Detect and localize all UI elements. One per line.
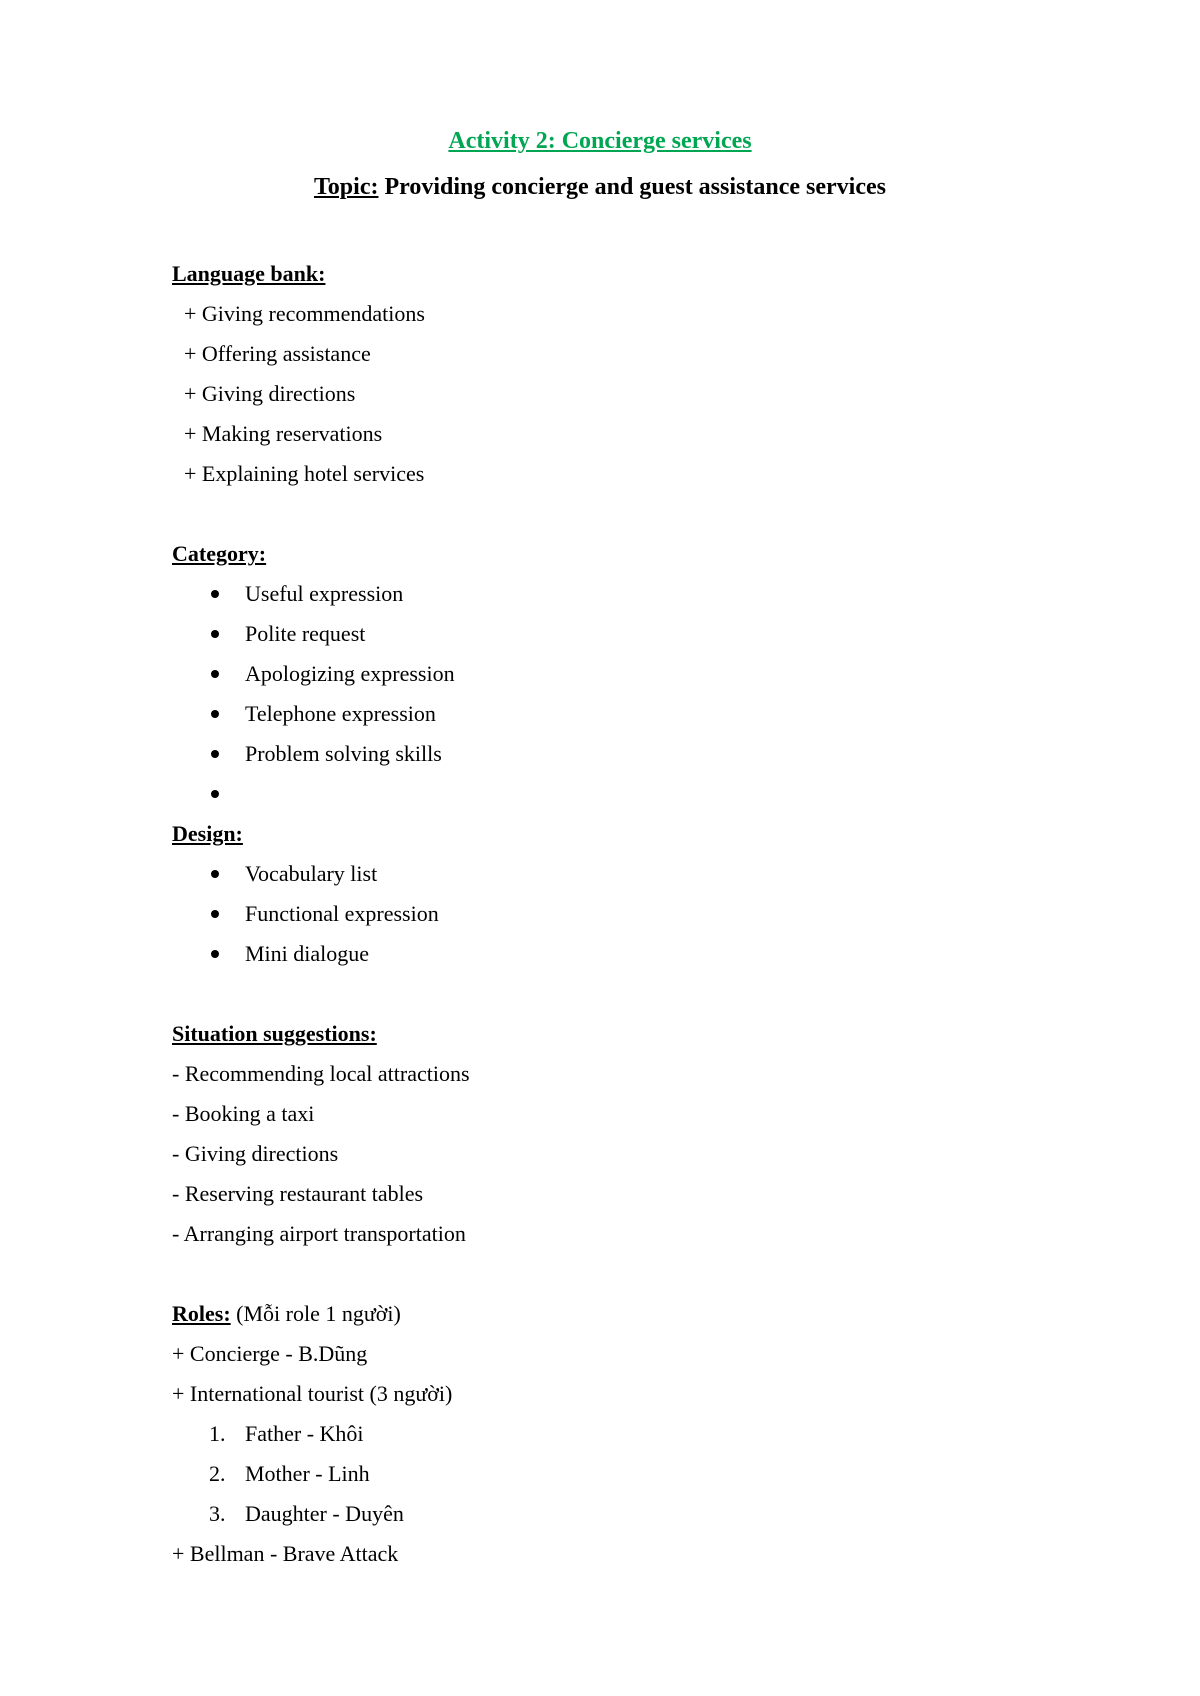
role-concierge: + Concierge - B.Dũng — [172, 1341, 368, 1366]
bullet-icon — [211, 710, 219, 718]
design-item-label: Vocabulary list — [245, 861, 378, 886]
situation-item: - Giving directions — [172, 1141, 339, 1166]
role-bellman: + Bellman - Brave Attack — [172, 1541, 399, 1566]
document-body — [172, 254, 1072, 1574]
category-item-label: Apologizing expression — [245, 661, 455, 686]
category-heading: Category: — [172, 541, 267, 566]
topic-text: Providing concierge and guest assistance services — [378, 174, 886, 200]
bullet-icon — [211, 950, 219, 958]
category-item-label: Useful expression — [245, 581, 404, 606]
category-item-label: Polite request — [245, 621, 366, 646]
category-item — [172, 654, 1072, 694]
situation-item: - Reserving restaurant tables — [172, 1181, 424, 1206]
list-number: 2. — [209, 1461, 226, 1486]
bullet-icon — [211, 870, 219, 878]
bullet-icon — [211, 790, 219, 798]
family-member-label: Mother - Linh — [245, 1461, 370, 1486]
topic-line — [0, 172, 1200, 202]
category-item — [172, 694, 1072, 734]
design-item — [172, 894, 1072, 934]
bullet-icon — [211, 670, 219, 678]
family-member — [172, 1454, 1072, 1494]
category-item — [172, 614, 1072, 654]
design-heading: Design: — [172, 821, 243, 846]
spacer — [172, 494, 1072, 534]
situation-item: - Booking a taxi — [172, 1101, 315, 1126]
category-item-empty — [172, 774, 1072, 814]
spacer — [172, 1254, 1072, 1294]
document-title: Activity 2: Concierge services — [448, 128, 752, 154]
language-bank-heading: Language bank: — [172, 261, 326, 286]
spacer — [172, 974, 1072, 1014]
language-bank-item: + Explaining hotel services — [184, 461, 425, 486]
design-item-label: Functional expression — [245, 901, 439, 926]
situation-item: - Arranging airport transportation — [172, 1221, 466, 1246]
bullet-icon — [211, 750, 219, 758]
roles-line — [172, 1294, 1072, 1334]
category-item — [172, 574, 1072, 614]
roles-note: (Mỗi role 1 người) — [230, 1301, 401, 1326]
bullet-icon — [211, 590, 219, 598]
situation-item: - Recommending local attractions — [172, 1061, 470, 1086]
category-item-label: Problem solving skills — [245, 741, 442, 766]
language-bank-item: + Giving directions — [184, 381, 356, 406]
family-member — [172, 1414, 1072, 1454]
language-bank-item: + Giving recommendations — [184, 301, 425, 326]
family-member-label: Daughter - Duyên — [245, 1501, 404, 1526]
category-item-label: Telephone expression — [245, 701, 436, 726]
design-item — [172, 854, 1072, 894]
bullet-icon — [211, 910, 219, 918]
family-member-label: Father - Khôi — [245, 1421, 364, 1446]
list-number: 1. — [209, 1421, 226, 1446]
family-member — [172, 1494, 1072, 1534]
language-bank-item: + Offering assistance — [184, 341, 371, 366]
language-bank-item: + Making reservations — [184, 421, 383, 446]
design-item-label: Mini dialogue — [245, 941, 370, 966]
situation-heading: Situation suggestions: — [172, 1021, 377, 1046]
list-number: 3. — [209, 1501, 226, 1526]
role-tourist: + International tourist (3 người) — [172, 1381, 453, 1406]
category-item — [172, 734, 1072, 774]
roles-heading: Roles: — [172, 1301, 231, 1326]
topic-label: Topic: — [314, 174, 379, 200]
design-item — [172, 934, 1072, 974]
bullet-icon — [211, 630, 219, 638]
